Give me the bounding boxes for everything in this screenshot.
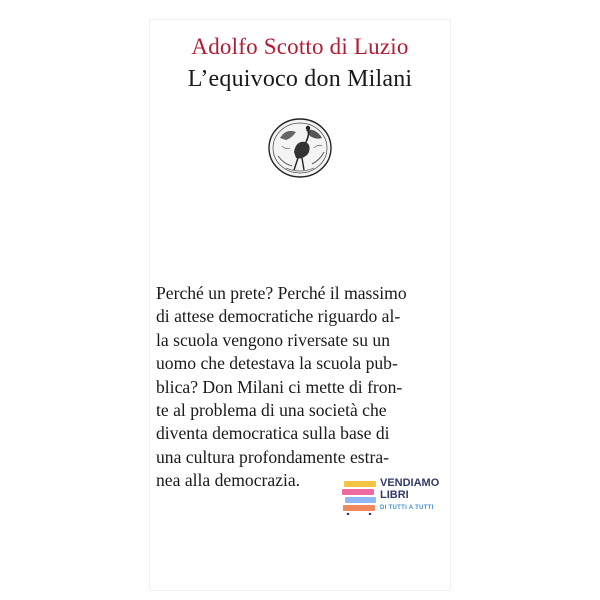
book-cover — [150, 20, 450, 590]
blurb-line: diventa democratica sulla base di — [156, 423, 390, 444]
blurb-line: una cultura profondamente estra- — [156, 446, 390, 467]
blurb-line: nea alla democrazia. — [156, 470, 301, 491]
book-title: L’equivoco don Milani — [187, 66, 413, 92]
blurb-line: la scuola vengono riversate su un — [156, 329, 391, 350]
stacked-books-icon — [342, 479, 378, 515]
blurb-line: te al problema di una società che — [156, 400, 387, 421]
blurb-line: blica? Don Milani ci mette di fron- — [156, 376, 403, 397]
badge-title — [380, 477, 439, 501]
blurb-line: uomo che detestava la scuola pub- — [156, 353, 398, 374]
back-cover-blurb — [156, 282, 456, 493]
author-name: Adolfo Scotto di Luzio — [191, 34, 409, 59]
badge-tagline: DI TUTTI A TUTTI — [380, 505, 434, 511]
badge-line-1: VENDIAMO — [380, 477, 440, 489]
vendiamo-libri-badge — [342, 475, 452, 545]
badge-line-2: LIBRI — [380, 489, 409, 501]
einaudi-ostrich-emblem-icon — [266, 116, 334, 180]
blurb-line: Perché un prete? Perché il massimo — [156, 283, 407, 303]
blurb-line: di attese democratiche riguardo al- — [156, 306, 401, 327]
